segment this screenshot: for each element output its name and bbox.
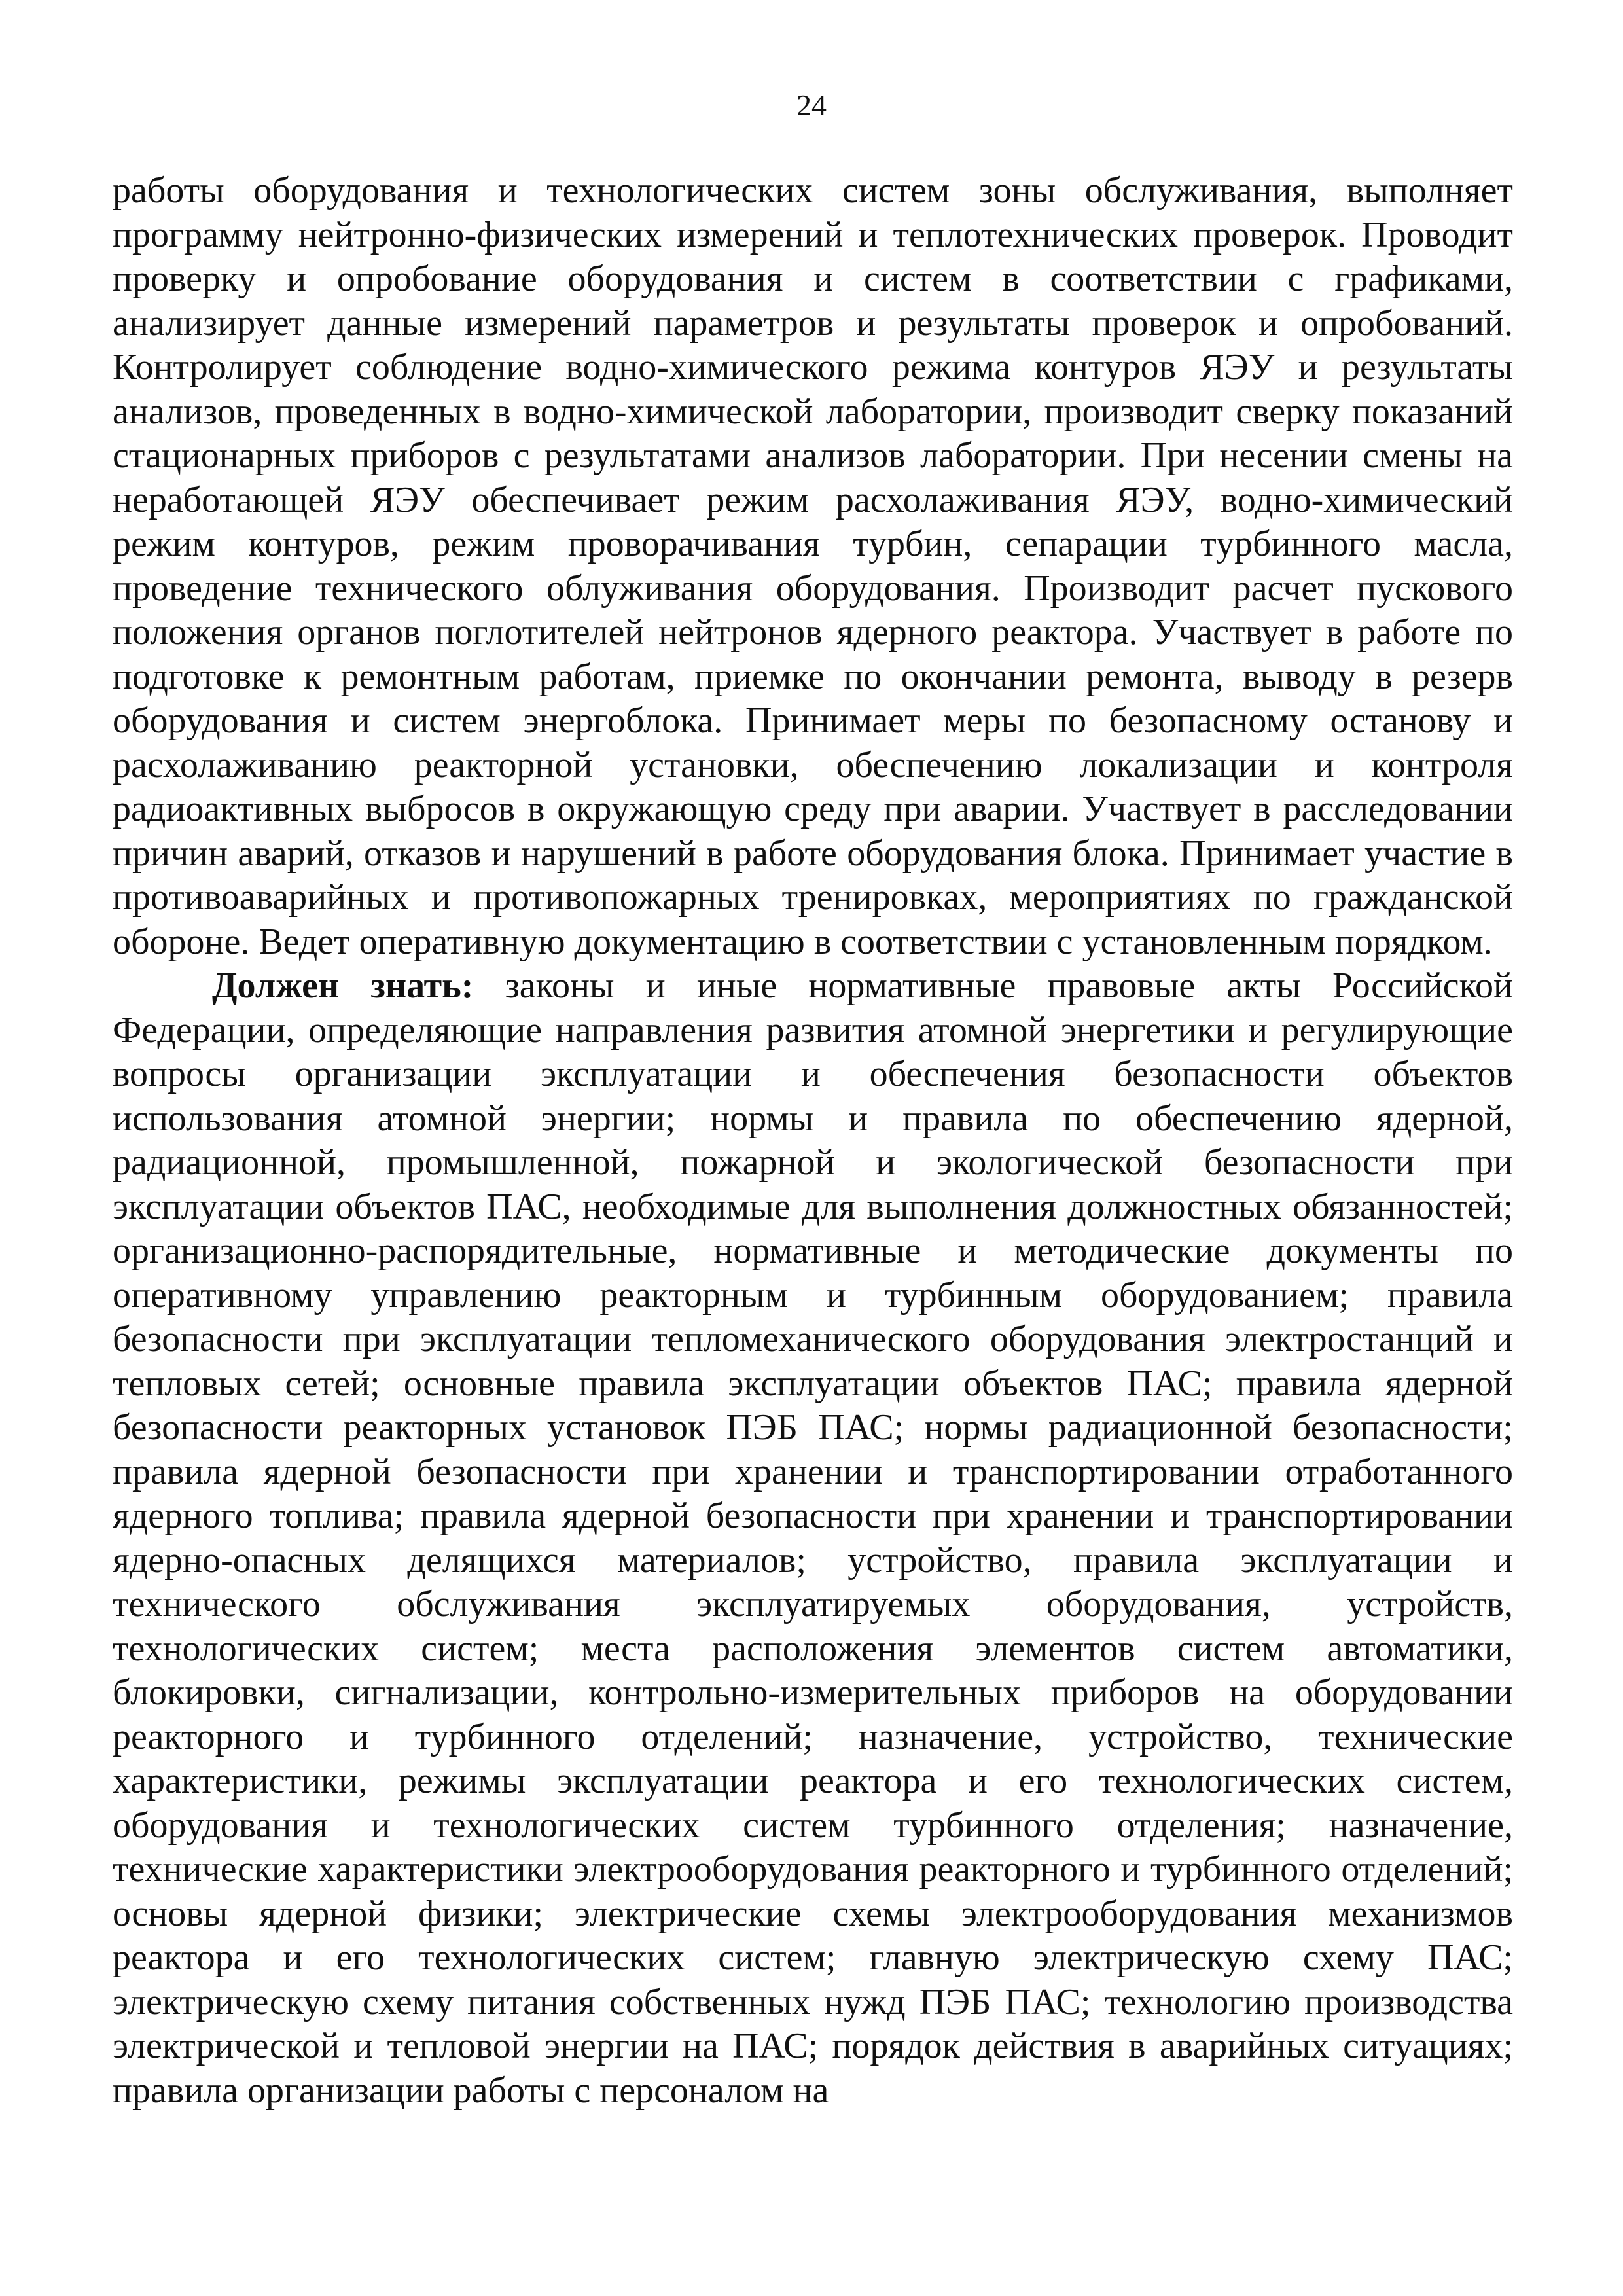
paragraph-must-know bbox=[113, 964, 1513, 2113]
must-know-lead-in: Должен знать: bbox=[212, 965, 474, 1006]
body-text bbox=[113, 169, 1513, 2113]
paragraph-duties-continuation: работы оборудования и технологических систем зоны обслуживания, выполняет программу нейтронно-физических измерений и теплотехнических проверок. Проводит проверку и опробование оборудования и систем в соответствии с графиками, анализирует данные измерений параметров и результаты проверок и опробований. Контролирует соблюдение водно-химического режима контуров ЯЭУ и результаты анализов, проведенных в водно-химической лаборатории, производит сверку показаний стационарных приборов с результатами анализов лаборатории. При несении смены на неработающей ЯЭУ обеспечивает режим расхолаживания ЯЭУ, водно-химический режим контуров, режим проворачивания турбин, сепарации турбинного масла, проведение технического облуживания оборудования. Производит расчет пускового положения органов поглотителей нейтронов ядерного реактора. Участвует в работе по подготовке к ремонтным работам, приемке по окончании ремонта, выводу в резерв оборудования и систем энергоблока. Принимает меры по безопасному останову и расхолаживанию реакторной установки, обеспечению локализации и контроля радиоактивных выбросов в окружающую среду при аварии. Участвует в расследовании причин аварий, отказов и нарушений в работе оборудования блока. Принимает участие в противоаварийных и противопожарных тренировках, мероприятиях по гражданской обороне. Ведет оперативную документацию в соответствии с установленным порядком. bbox=[113, 170, 1513, 962]
must-know-text: законы и иные нормативные правовые акты Российской Федерации, определяющие направления развития атомной энергетики и регулирующие вопросы организации эксплуатации и обеспечения безопасности объектов использования атомной энергии; нормы и правила по обеспечению ядерной, радиационной, промышленной, пожарной и экологической безопасности при эксплуатации объектов ПАС, необходимые для выполнения должностных обязанностей; организационно-распорядительные, нормативные и методические документы по оперативному управлению реакторным и турбинным оборудованием; правила безопасности при эксплуатации тепломеханического оборудования электростанций и тепловых сетей; основные правила эксплуатации объектов ПАС; правила ядерной безопасности реакторных установок ПЭБ ПАС; нормы радиационной безопасности; правила ядерной безопасности при хранении и транспортировании отработанного ядерного топлива; правила ядерной безопасности при хранении и транспортировании ядерно-опасных делящихся материалов; устройство, правила эксплуатации и технического обслуживания эксплуатируемых оборудования, устройств, технологических систем; места расположения элементов систем автоматики, блокировки, сигнализации, контрольно-измерительных приборов на оборудовании реакторного и турбинного отделений; назначение, устройство, технические характеристики, режимы эксплуатации реактора и его технологических систем, оборудования и технологических систем турбинного отделения; назначение, технические характеристики электрооборудования реакторного и турбинного отделений; основы ядерной физики; электрические схемы электрооборудования механизмов реактора и его технологических систем; главную электрическую схему ПАС; электрическую схему питания собственных нужд ПЭБ ПАС; технологию производства электрической и тепловой энергии на ПАС; порядок действия в аварийных ситуациях; правила организации работы с персоналом на bbox=[113, 965, 1513, 2111]
page-number: 24 bbox=[796, 88, 827, 122]
